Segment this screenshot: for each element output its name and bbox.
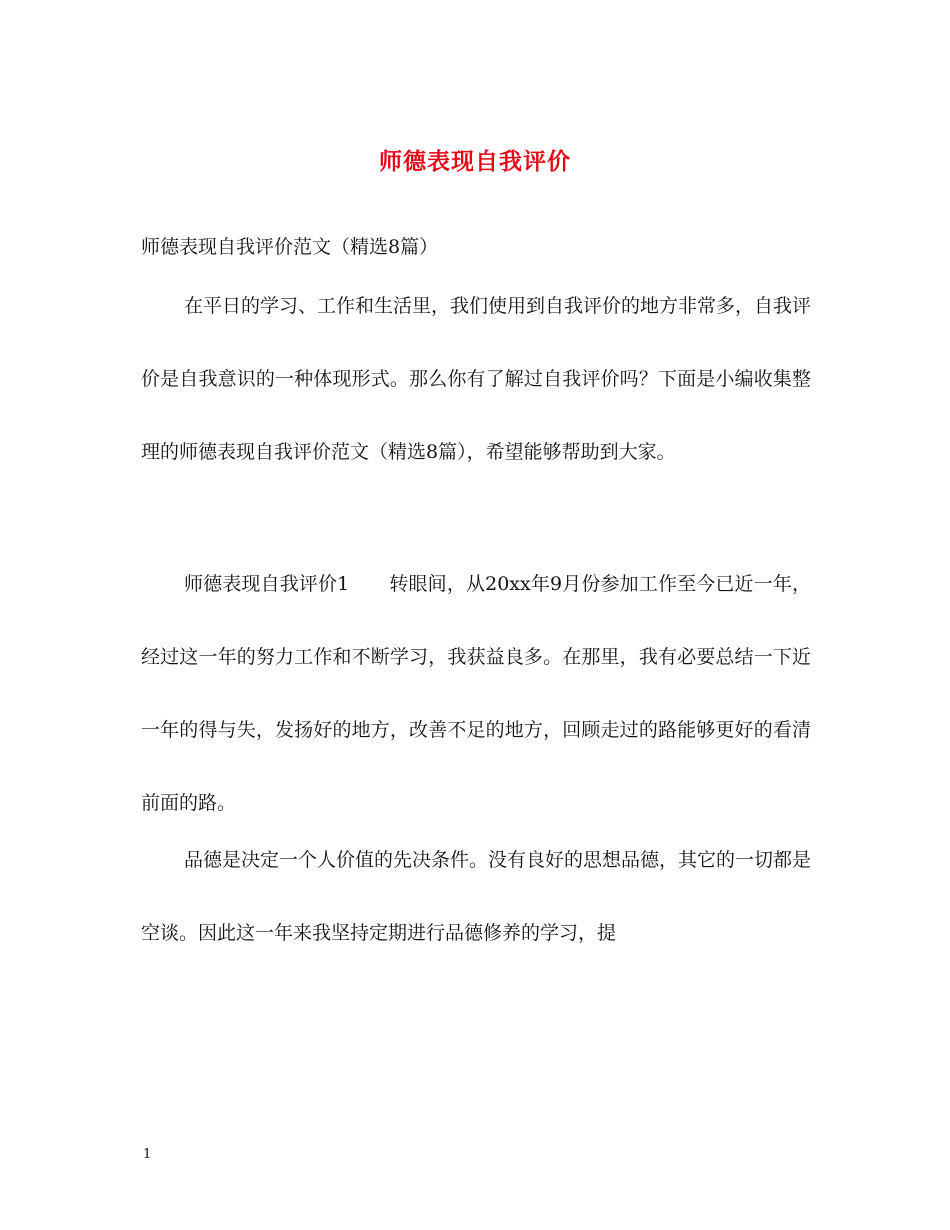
evaluation-1-paragraph [141, 548, 811, 840]
morality-paragraph-text: 品德是决定一个人价值的先决条件。没有良好的思想品德，其它的一切都是空谈。因此这一年来我坚持定期进行品德修养的学习，提 [141, 849, 812, 944]
intro-paragraph [141, 270, 811, 489]
intro-paragraph-text: 在平日的学习、工作和生活里，我们使用到自我评价的地方非常多，自我评价是自我意识的一种体现形式。那么你有了解过自我评价吗？下面是小编收集整理的师德表现自我评价范文（精选8篇），希望能够帮助到大家。 [141, 295, 812, 463]
evaluation-1-heading: 师德表现自我评价1 [184, 573, 350, 595]
page-number: 1 [143, 1147, 152, 1162]
document-subtitle: 师德表现自我评价范文（精选8篇） [141, 236, 439, 258]
evaluation-1-text: 转眼间，从20xx年9月份参加工作至今已近一年，经过这一年的努力工作和不断学习，我获益良多。在那里，我有必要总结一下近一年的得与失，发扬好的地方，改善不足的地方，回顾走过的路能够更好的看清前面的路。 [141, 573, 811, 814]
document-title: 师德表现自我评价 [379, 148, 571, 175]
morality-paragraph [141, 824, 811, 970]
